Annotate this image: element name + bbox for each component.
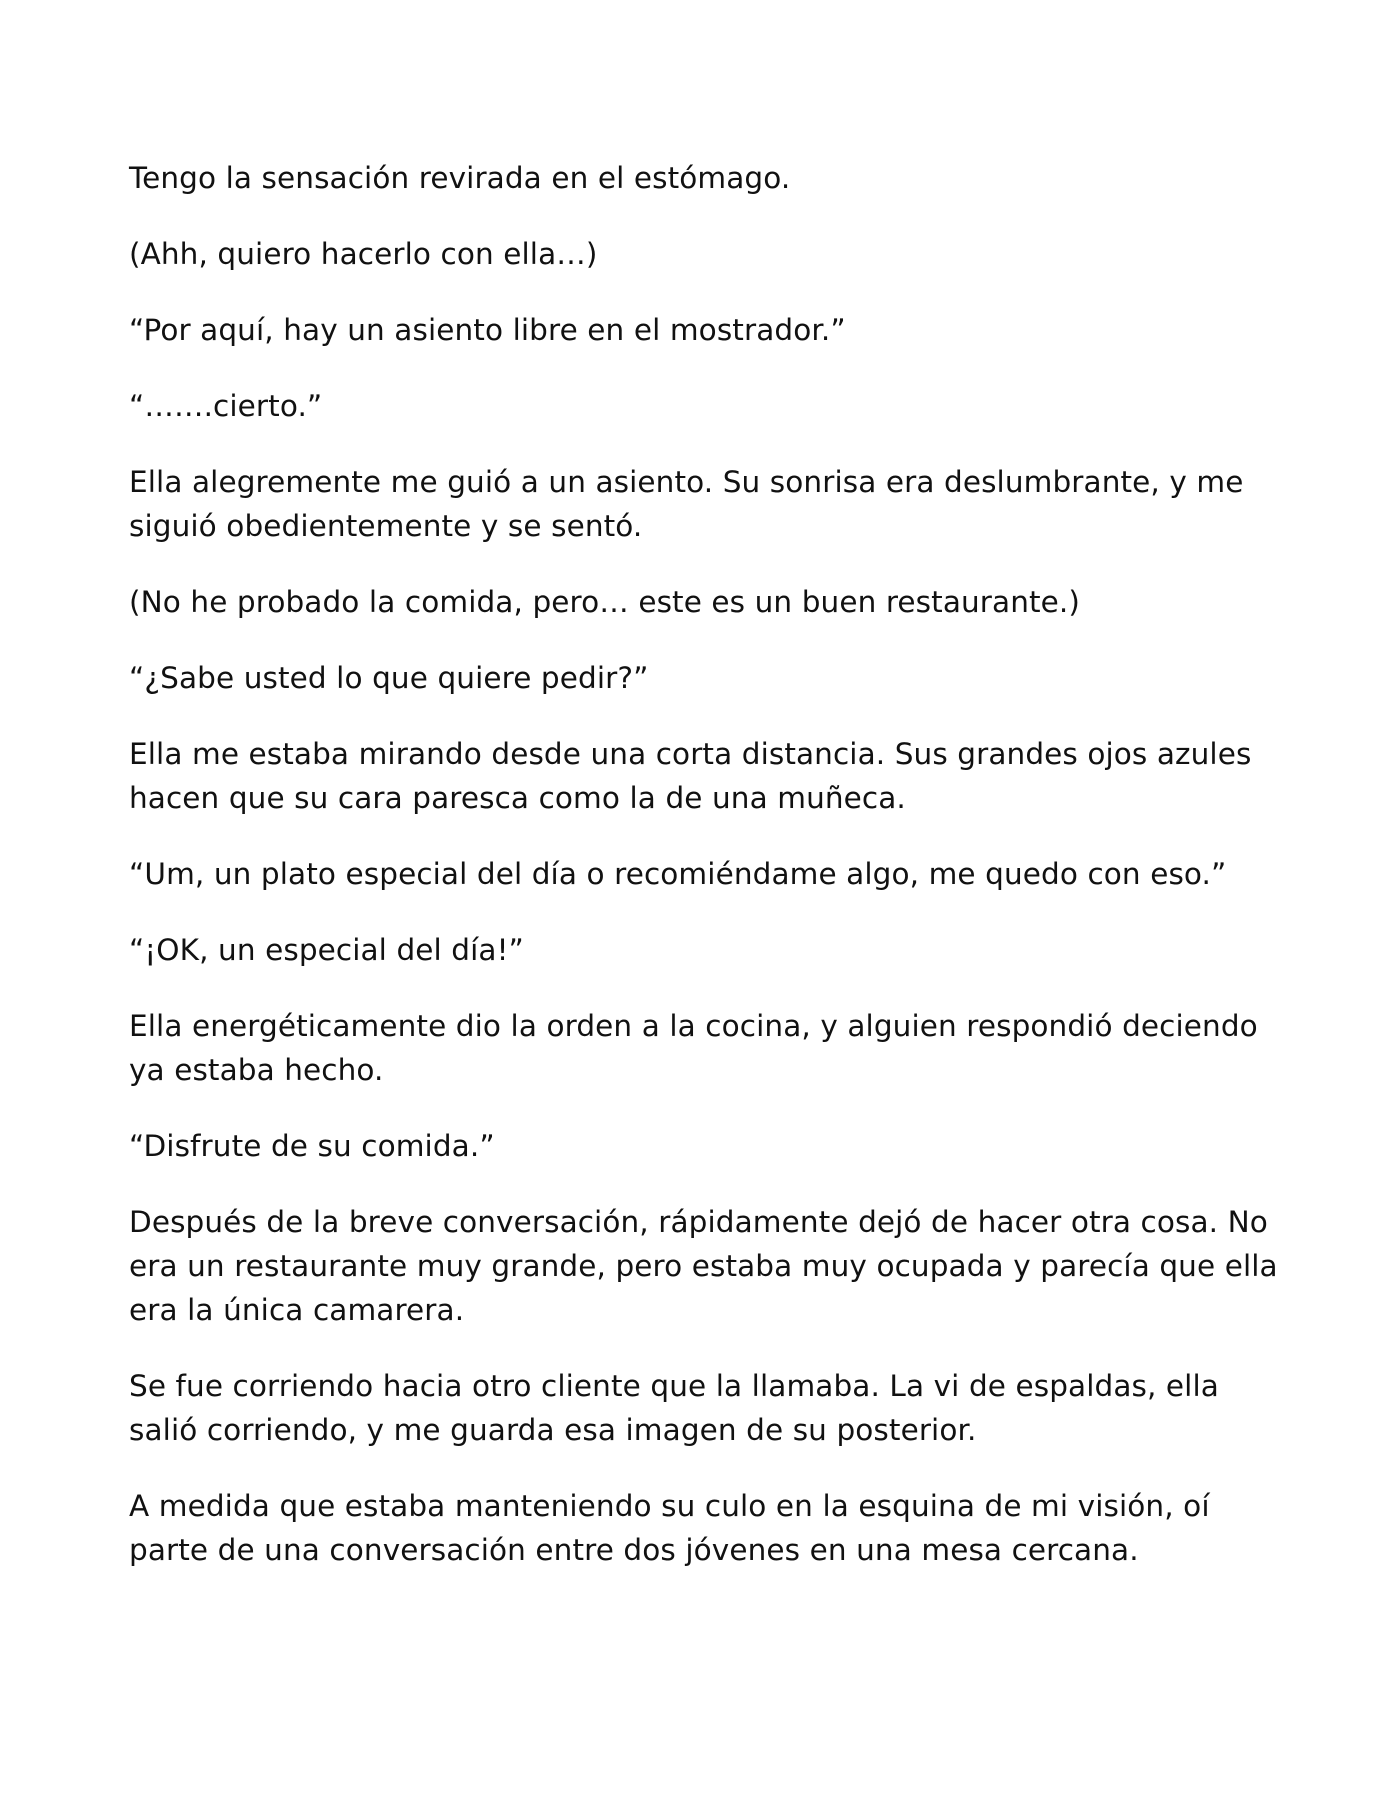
paragraph: “¡OK, un especial del día!” (129, 933, 524, 967)
paragraph: “Disfrute de su comida.” (129, 1129, 495, 1163)
paragraph: “Por aquí, hay un asiento libre en el mostrador.” (129, 313, 846, 347)
paragraph: Después de la breve conversación, rápidamente dejó de hacer otra cosa. No era un restaurante muy grande, pero estaba muy ocupada y parecía que ella era la única camarera. (129, 1205, 1278, 1327)
paragraph: Ella me estaba mirando desde una corta distancia. Sus grandes ojos azules hacen que su cara paresca como la de una muñeca. (129, 737, 1252, 815)
paragraph: Se fue corriendo hacia otro cliente que la llamaba. La vi de espaldas, ella salió corriendo, y me guarda esa imagen de su posterior. (129, 1369, 1219, 1447)
paragraph: (Ahh, quiero hacerlo con ella…) (129, 237, 598, 271)
paragraph: “¿Sabe usted lo que quiere pedir?” (129, 661, 649, 695)
paragraph: (No he probado la comida, pero… este es un buen restaurante.) (129, 585, 1080, 619)
paragraph: A medida que estaba manteniendo su culo en la esquina de mi visión, oí parte de una conversación entre dos jóvenes en una mesa cercana. (129, 1489, 1210, 1567)
paragraph: “Um, un plato especial del día o recomiéndame algo, me quedo con eso.” (129, 857, 1227, 891)
document-body (129, 156, 1279, 1604)
paragraph: Tengo la sensación revirada en el estómago. (129, 161, 791, 195)
paragraph: Ella energéticamente dio la orden a la cocina, y alguien respondió deciendo ya estaba hecho. (129, 1009, 1258, 1087)
paragraph: Ella alegremente me guió a un asiento. Su sonrisa era deslumbrante, y me siguió obedientemente y se sentó. (129, 465, 1244, 543)
paragraph: “…….cierto.” (129, 389, 323, 423)
